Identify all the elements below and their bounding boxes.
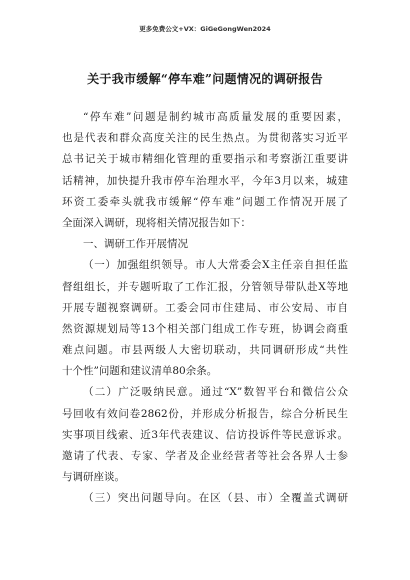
body-text-line: 然资源规划局等13个相关部门组成工作专班，协调会商重 xyxy=(62,322,348,335)
header-note: 更多免费公文+VX：GiGeGongWen2024 xyxy=(139,25,271,33)
document-title: 关于我市缓解“停车难”问题情况的调研报告 xyxy=(87,72,323,86)
body-text-line: 难点问题。市县两级人大密切联动，共同调研形成“共性 xyxy=(62,344,348,357)
body-text-line: 环资工委牵头就我市缓解“停车难”问题工作情况开展了 xyxy=(62,195,348,208)
body-text-line: “停车难”问题是制约城市高质量发展的重要因素， xyxy=(83,111,348,123)
body-text-line: 与调研座谈。 xyxy=(62,471,125,484)
body-text-line: 邀请了代表、专家、学者及企业经营者等社会各界人士参 xyxy=(62,450,348,462)
body-text-line: 也是代表和群众高度关注的民生热点。为贯彻落实习近平 xyxy=(62,132,348,145)
body-text-line: 开展专题视察调研。工委会同市住建局、市公安局、市自 xyxy=(62,301,348,314)
body-text-line: 全面深入调研，现将相关情况报告如下： xyxy=(62,216,251,229)
body-text-line: 话精神，加快提升我市停车治理水平，今年3月以来，城建 xyxy=(62,174,348,187)
body-text-line: （三）突出问题导向。在区（县、市）全覆盖式调研 xyxy=(83,492,348,505)
body-text-line: （二）广泛吸纳民意。通过“X”数智平台和微信公众 xyxy=(83,386,348,399)
document-body xyxy=(62,107,348,510)
body-text-line: （一）加强组织领导。市人大常委会X主任亲自担任监 xyxy=(83,259,348,272)
body-text-line: 号回收有效问卷2862份，并形成分析报告，综合分析民生 xyxy=(62,407,348,420)
body-text-line: 十个性”问题和建议清单80余条。 xyxy=(62,365,218,378)
body-text-line: 总书记关于城市精细化管理的重要指示和考察浙江重要讲 xyxy=(62,153,348,166)
body-text-line: 一、调研工作开展情况 xyxy=(83,238,188,251)
body-text-line: 督组组长，并专题听取了工作汇报，分管领导带队赴X等地 xyxy=(62,280,348,293)
body-text-line: 实事项目线索、近3年代表建议、信访投诉件等民意诉求。 xyxy=(62,428,348,441)
